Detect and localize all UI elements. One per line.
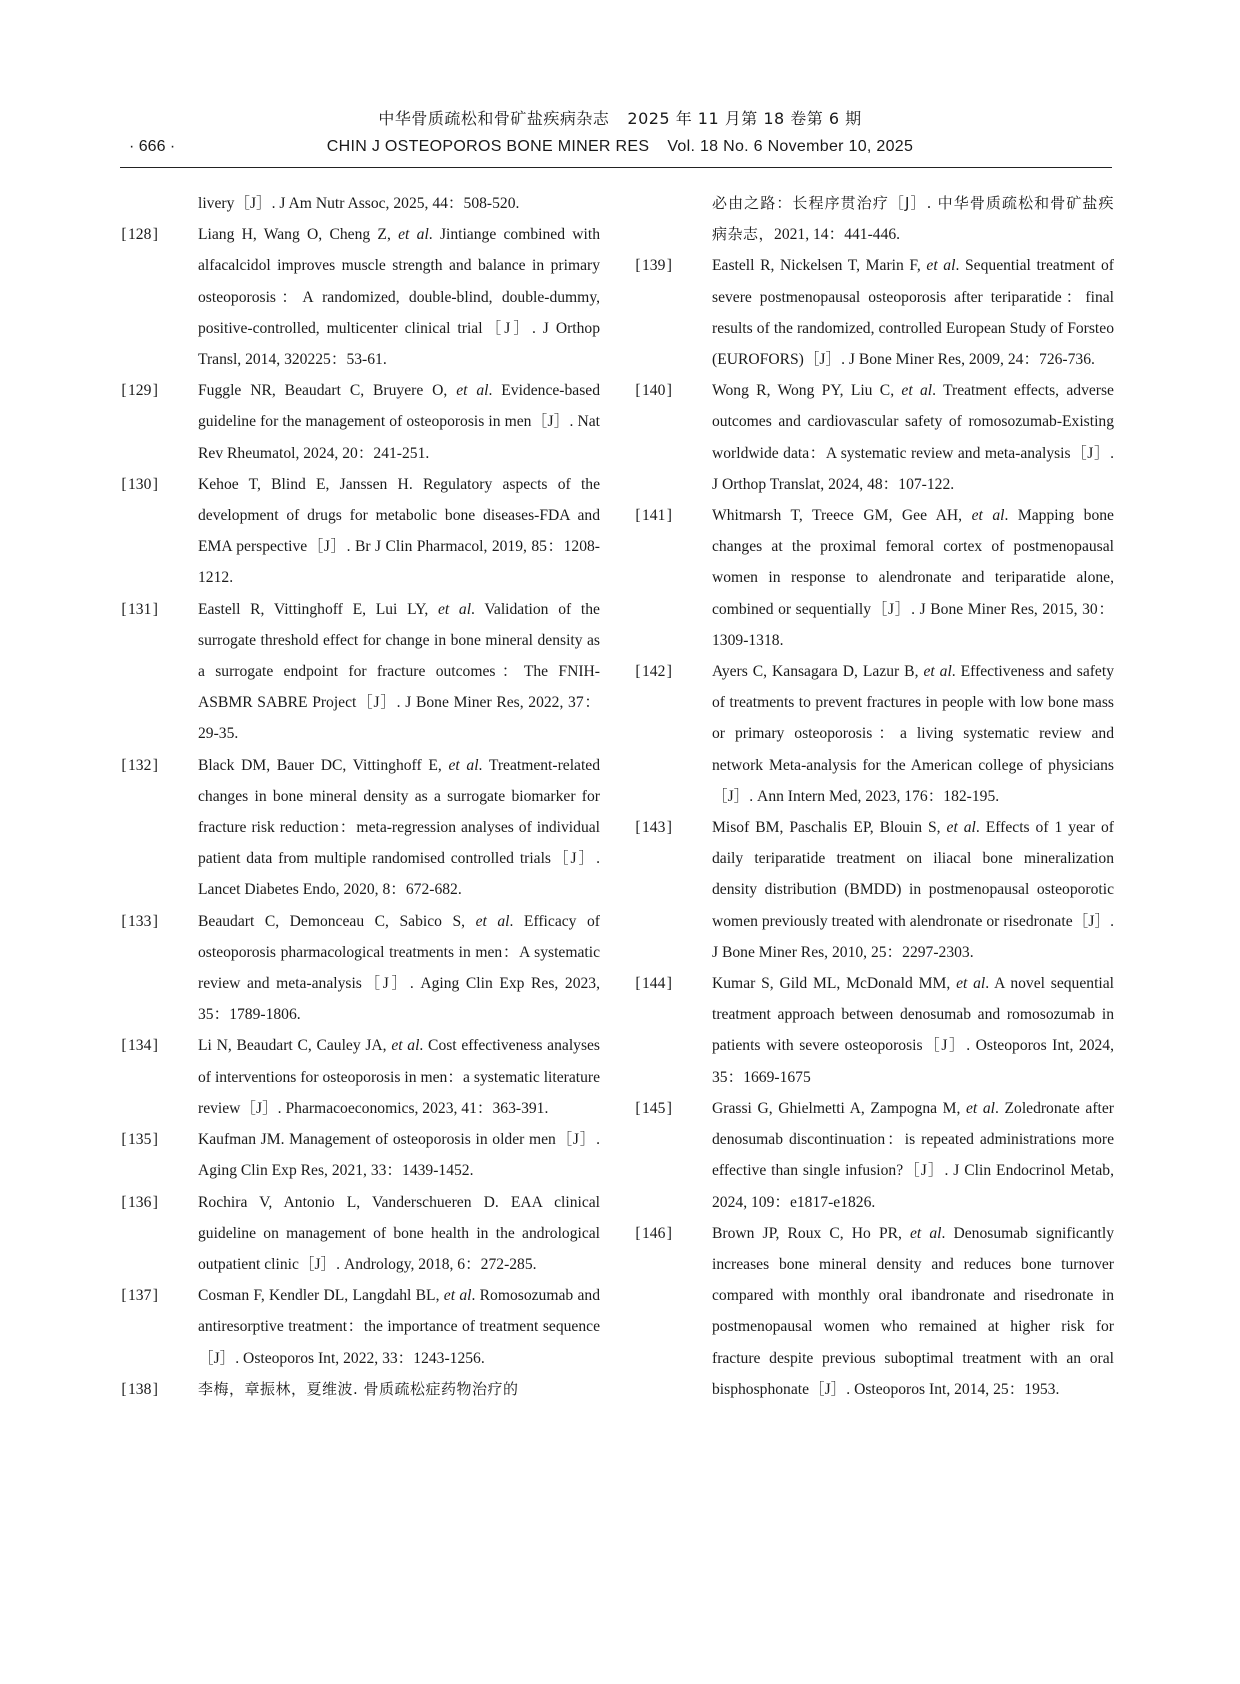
reference-item: [120, 469, 600, 594]
reference-number: [137]: [121, 1287, 158, 1305]
reference-number: [134]: [121, 1037, 158, 1055]
continuation-text-tail: 2021, 14：441-446.: [774, 226, 901, 244]
reference-item: [634, 500, 1114, 656]
reference-item: [634, 656, 1114, 812]
reference-etal: et al: [923, 663, 952, 681]
reference-etal: et al: [910, 1224, 942, 1242]
reference-number: [132]: [121, 756, 158, 774]
continuation-text-cn: 必由之路：长程序贯治疗［J］. 中华骨质疏松和骨矿盐疾病杂志，: [712, 194, 1114, 244]
reference-item: [634, 812, 1114, 968]
issue-info-cn: 2025 年 11 月第 18 卷第 6 期: [627, 109, 862, 128]
reference-item: [120, 1030, 600, 1124]
continuation-text: livery［J］. J Am Nutr Assoc, 2025, 44：508-520.: [198, 195, 520, 212]
reference-text: . Effects of 1 year of daily teriparatide treatment on iliacal bone mineralization density distribution (BMDD) in postmenopausal osteoporotic women previously treated with alendronate or risedronate［J］. J Bone Miner Res, 2010, 25：2297-2303.: [712, 819, 1114, 961]
reference-text: . A novel sequential treatment approach between denosumab and romosozumab in patients with severe osteoporosis［J］. Osteoporos Int, 2024, 35：1669-1675: [712, 975, 1114, 1086]
reference-authors: Black DM, Bauer DC, Vittinghoff E,: [198, 756, 449, 774]
reference-etal: et al: [475, 912, 510, 930]
reference-number: [139]: [635, 257, 672, 275]
reference-etal: et al: [398, 226, 429, 244]
reference-number: [131]: [121, 600, 158, 618]
reference-authors: Cosman F, Kendler DL, Langdahl BL,: [198, 1287, 444, 1305]
reference-item: [634, 1093, 1114, 1218]
reference-continuation: [120, 188, 600, 219]
reference-item: [120, 1187, 600, 1281]
reference-number: [145]: [635, 1099, 672, 1117]
reference-number: [130]: [121, 475, 158, 493]
reference-text: . Denosumab significantly increases bone mineral density and reduces bone turnover compared with monthly oral ibandronate and risedronate in postmenopausal women who remained at higher risk for fracture despite previous suboptimal treatment with an oral bisphosphonate［J］. Osteoporos Int, 2014, 25：1953.: [712, 1224, 1114, 1398]
reference-authors: Wong R, Wong PY, Liu C,: [712, 382, 902, 400]
reference-etal: et al: [456, 382, 489, 400]
reference-etal: et al: [966, 1099, 995, 1117]
reference-authors: Eastell R, Nickelsen T, Marin F,: [712, 257, 927, 275]
reference-number: [142]: [635, 663, 672, 681]
reference-authors: Liang H, Wang O, Cheng Z,: [198, 226, 399, 244]
reference-number: [129]: [121, 382, 158, 400]
issue-info-en: Vol. 18 No. 6 November 10, 2025: [667, 138, 914, 155]
reference-text: . Efficacy of osteoporosis pharmacological treatments in men：A systematic review and meta-analysis［J］. Aging Clin Exp Res, 2023, 35：1789-1806.: [198, 912, 600, 1024]
reference-etal: et al: [956, 975, 986, 993]
reference-authors: Kumar S, Gild ML, McDonald MM,: [712, 975, 957, 993]
reference-etal: et al: [448, 756, 479, 774]
reference-item: [120, 750, 600, 906]
reference-etal: et al: [443, 1287, 472, 1305]
reference-text: . Treatment effects, adverse outcomes and cardiovascular safety of romosozumab-Existing worldwide data：A systematic review and meta-analysis［J］. J Orthop Translat, 2024, 48：107-122.: [712, 382, 1114, 493]
reference-authors: Fuggle NR, Beaudart C, Bruyere O,: [198, 382, 457, 400]
reference-text: . Jintiange combined with alfacalcidol improves muscle strength and balance in primary osteoporosis：A randomized, double-blind, double-dummy, positive-controlled, multicenter clinical trial［J］. J Orthop Transl, 2014, 320225：53-61.: [198, 226, 600, 369]
reference-number: [144]: [635, 975, 672, 993]
reference-etal: et al: [946, 819, 976, 837]
reference-continuation: [634, 188, 1114, 250]
reference-number: [128]: [121, 226, 158, 244]
reference-text: . Effectiveness and safety of treatments to prevent fractures in people with low bone mass or primary osteoporosis：a living systematic review and network Meta-analysis for the American college of physicians［J］. Ann Intern Med, 2023, 176：182-195.: [712, 663, 1114, 805]
reference-text: . Sequential treatment of severe postmenopausal osteoporosis after teriparatide：final results of the randomized, controlled European Study of Forsteo (EUROFORS)［J］. J Bone Miner Res, 2009, 24：726-736.: [712, 257, 1114, 369]
journal-header-cn: [0, 106, 1240, 129]
reference-item: [120, 1280, 600, 1374]
reference-number: [138]: [121, 1380, 158, 1398]
reference-authors: Brown JP, Roux C, Ho PR,: [712, 1224, 910, 1242]
reference-authors: Grassi G, Ghielmetti A, Zampogna M,: [712, 1099, 967, 1117]
reference-authors: Misof BM, Paschalis EP, Blouin S,: [712, 819, 947, 837]
reference-text: . Zoledronate after denosumab discontinuation：is repeated administrations more effective than single infusion?［J］. J Clin Endocrinol Metab, 2024, 109：e1817-e1826.: [712, 1099, 1114, 1211]
reference-authors: Kaufman JM. Management of osteoporosis in older men［J］. Aging Clin Exp Res, 2021, 33：1439-1452.: [198, 1131, 600, 1180]
reference-number: [143]: [635, 819, 672, 837]
reference-item: [120, 375, 600, 469]
reference-text: . Evidence-based guideline for the management of osteoporosis in men［J］. Nat Rev Rheumatol, 2024, 20：241-251.: [198, 382, 600, 462]
reference-item: [634, 1218, 1114, 1405]
journal-title-en: CHIN J OSTEOPOROS BONE MINER RES: [326, 138, 650, 155]
reference-text: . Mapping bone changes at the proximal femoral cortex of postmenopausal women in response to alendronate and teriparatide alone, combined or sequentially［J］. J Bone Miner Res, 2015, 30：1309-1318.: [712, 507, 1114, 649]
reference-authors: Li N, Beaudart C, Cauley JA,: [198, 1037, 392, 1055]
reference-number: [133]: [121, 912, 158, 930]
reference-text: . Treatment-related changes in bone mineral density as a surrogate biomarker for fracture risk reduction：meta-regression analyses of individual patient data from multiple randomised controlled trials［J］. Lancet Diabetes Endo, 2020, 8：672-682.: [198, 756, 600, 899]
reference-number: [146]: [635, 1224, 672, 1242]
reference-authors: Kehoe T, Blind E, Janssen H. Regulatory aspects of the development of drugs for metabolic bone diseases-FDA and EMA perspective［J］. Br J Clin Pharmacol, 2019, 85：1208-1212.: [198, 475, 600, 587]
reference-item: [634, 968, 1114, 1093]
journal-title-cn: 中华骨质疏松和骨矿盐疾病杂志: [378, 109, 610, 128]
reference-text: . Romosozumab and antiresorptive treatment：the importance of treatment sequence［J］. Osteoporos Int, 2022, 33：1243-1256.: [198, 1287, 600, 1367]
left-column: [120, 188, 600, 1405]
reference-item: [120, 219, 600, 375]
reference-etal: et al: [901, 382, 933, 400]
reference-number: [141]: [635, 507, 672, 525]
reference-etal: et al: [971, 507, 1005, 525]
reference-authors: Ayers C, Kansagara D, Lazur B,: [712, 663, 924, 681]
reference-authors: Whitmarsh T, Treece GM, Gee AH,: [712, 507, 972, 525]
reference-authors: Eastell R, Vittinghoff E, Lui LY,: [198, 600, 438, 618]
reference-text-cn: 李梅，章振林，夏维波. 骨质疏松症药物治疗的: [198, 1379, 519, 1398]
reference-text: . Cost effectiveness analyses of interventions for osteoporosis in men：a systematic literature review［J］. Pharmacoeconomics, 2023, 41：363-391.: [198, 1037, 601, 1117]
reference-text: . Validation of the surrogate threshold effect for change in bone mineral density as a surrogate endpoint for fracture outcomes：The FNIH-ASBMR SABRE Project［J］. J Bone Miner Res, 2022, 37：29-35.: [198, 600, 600, 743]
reference-etal: et al: [391, 1037, 420, 1055]
reference-authors: Rochira V, Antonio L, Vanderschueren D. EAA clinical guideline on management of bone health in the andrological outpatient clinic［J］. Andrology, 2018, 6：272-285.: [198, 1193, 600, 1273]
right-column: [634, 188, 1114, 1405]
reference-item: [634, 375, 1114, 500]
reference-item: [120, 1124, 600, 1186]
reference-etal: et al: [437, 600, 472, 618]
journal-header-en: [0, 138, 1240, 156]
reference-item: [120, 906, 600, 1031]
reference-authors: Beaudart C, Demonceau C, Sabico S,: [198, 912, 476, 930]
reference-item: [634, 250, 1114, 375]
header-rule: [120, 167, 1112, 168]
reference-item: [120, 594, 600, 750]
reference-etal: et al: [926, 257, 956, 275]
reference-number: [140]: [635, 382, 672, 400]
page-number: · 666 ·: [129, 138, 176, 155]
reference-number: [136]: [121, 1193, 158, 1211]
reference-item: [120, 1374, 600, 1405]
reference-number: [135]: [121, 1131, 158, 1149]
